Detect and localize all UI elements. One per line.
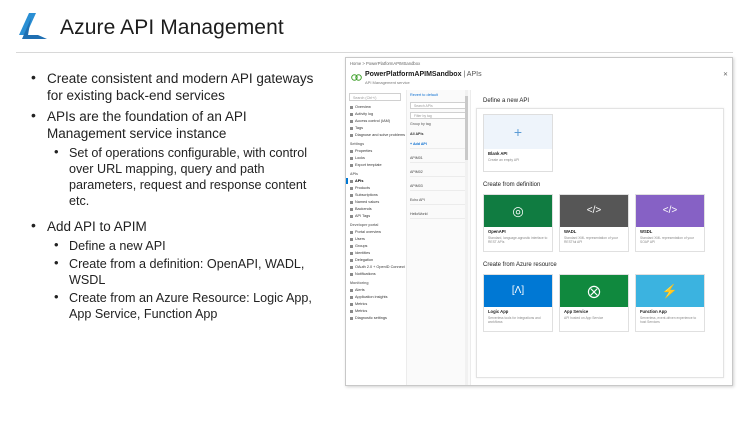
named-values-icon: [350, 201, 353, 204]
api-management-icon: [351, 72, 362, 83]
bell-icon: [350, 273, 353, 276]
nav-search-input[interactable]: Search (Ctrl+/): [349, 93, 401, 101]
sidebar-item-named-values[interactable]: Named values: [350, 200, 379, 204]
resource-title: [365, 71, 482, 78]
section-heading-define-new-api: Define a new API: [483, 98, 530, 104]
tile-description: Standard XML representation of your RESTful API: [564, 236, 618, 245]
api-list-scrollbar[interactable]: [465, 90, 468, 385]
bullet-item: • Define a new API: [22, 238, 322, 254]
scrollbar-thumb[interactable]: [465, 96, 468, 160]
tile-title: WSDL: [640, 229, 653, 234]
tile-icon-area: [484, 275, 552, 307]
user-icon: [350, 238, 353, 241]
tile-description: Standard XML representation of your SOAP API: [640, 236, 694, 245]
sidebar-item-groups[interactable]: Groups: [350, 244, 367, 248]
tile-title: App Service: [564, 309, 589, 314]
azure-logo-icon: [16, 12, 50, 42]
identity-icon: [350, 252, 353, 255]
tile-icon-area: [636, 275, 704, 307]
tile-title: OpenAPI: [488, 229, 506, 234]
resource-name: PowerPlatformAPIMSandbox: [365, 71, 462, 78]
chart-icon: [350, 310, 353, 313]
revert-to-default-button[interactable]: Revert to default: [410, 93, 438, 97]
api-tags-icon: [350, 215, 353, 218]
people-icon: [350, 120, 353, 123]
api-list-panel: [407, 90, 471, 385]
tile-title: Logic App: [488, 309, 509, 314]
tile-function-app[interactable]: [635, 274, 705, 332]
sidebar-item-locks[interactable]: Locks: [350, 156, 365, 160]
bullet-item: • Add API to APIM: [22, 218, 322, 235]
tile-title: WADL: [564, 229, 577, 234]
sidebar-item-products[interactable]: Products: [350, 186, 370, 190]
all-apis-label: All APIs: [410, 132, 424, 136]
resource-subtitle: API Management service: [365, 80, 410, 85]
sidebar-item-metrics[interactable]: Metrics: [350, 302, 367, 306]
tile-blank-api[interactable]: [483, 114, 553, 172]
tile-title: Blank API: [488, 151, 508, 156]
bullet-list: [22, 70, 322, 324]
sidebar-item-diagnose[interactable]: Diagnose and solve problems: [350, 133, 405, 137]
slide-header: [0, 0, 749, 53]
sidebar-item-application-insights[interactable]: Application insights: [350, 295, 388, 299]
close-icon[interactable]: ✕: [722, 72, 728, 78]
api-search-input[interactable]: Search APIs: [410, 102, 466, 109]
bullet-item: • Set of operations configurable, with control over URL mapping, query and path parameters, request and response content etc.: [22, 145, 322, 209]
tile-description: Serverless, event-driven experience to host Services: [640, 316, 697, 325]
bullet-item: • APIs are the foundation of an API Management service instance: [22, 108, 322, 143]
delegation-icon: [350, 259, 353, 262]
tile-icon-area: [484, 195, 552, 227]
nav-group-developer-portal: Developer portal: [350, 223, 379, 227]
oauth-icon: [350, 266, 353, 269]
subscriptions-icon: [350, 194, 353, 197]
tile-description: Serverless tools for integrations and workflows: [488, 316, 541, 325]
products-icon: [350, 187, 353, 190]
tile-description: Create an empty API: [488, 158, 520, 162]
list-item[interactable]: APIM03: [410, 184, 467, 191]
sidebar-item-apis[interactable]: APIs: [350, 179, 363, 183]
resource-section: | APIs: [461, 71, 482, 78]
bullet-item: • Create consistent and modern API gateways for existing back-end services: [22, 70, 322, 105]
tile-logic-app[interactable]: [483, 274, 553, 332]
api-create-content: [471, 90, 732, 385]
add-api-button[interactable]: + Add API: [410, 142, 467, 149]
sidebar-item-tags[interactable]: Tags: [350, 126, 363, 130]
backends-icon: [350, 208, 353, 211]
list-item[interactable]: APIM01: [410, 156, 467, 163]
plus-icon: +: [513, 124, 523, 140]
app-service-icon: ⨂: [587, 283, 601, 299]
portal-left-nav: [346, 90, 407, 385]
tile-openapi[interactable]: [483, 194, 553, 252]
sidebar-item-portal-overview[interactable]: Portal overview: [350, 230, 381, 234]
sidebar-item-access-control[interactable]: Access control (IAM): [350, 119, 390, 123]
openapi-icon: ◎: [512, 203, 524, 219]
sidebar-item-oauth[interactable]: OAuth 2.0 + OpenID Connect: [350, 265, 405, 269]
groups-icon: [350, 245, 353, 248]
api-icon: [350, 180, 353, 183]
sidebar-item-subscriptions[interactable]: Subscriptions: [350, 193, 378, 197]
sidebar-item-overview[interactable]: Overview: [350, 105, 371, 109]
tile-description: API hosted on App Service: [564, 316, 604, 320]
azure-portal-screenshot: [345, 57, 733, 386]
sidebar-item-backends[interactable]: Backends: [350, 207, 372, 211]
tile-icon-area: [560, 195, 628, 227]
section-heading-create-from-azure-resource: Create from Azure resource: [483, 262, 557, 268]
diagnostics-icon: [350, 317, 353, 320]
tile-app-service[interactable]: [559, 274, 629, 332]
export-icon: [350, 164, 353, 167]
page-title: Azure API Management: [60, 16, 284, 39]
sidebar-item-activity-log[interactable]: Activity log: [350, 112, 373, 116]
bullet-item: • Create from a definition: OpenAPI, WADL, WSDL: [22, 256, 322, 288]
tile-wadl[interactable]: [559, 194, 629, 252]
alert-icon: [350, 289, 353, 292]
properties-icon: [350, 150, 353, 153]
tag-icon: [350, 127, 353, 130]
section-heading-create-from-definition: Create from definition: [483, 182, 541, 188]
insights-icon: [350, 296, 353, 299]
grid-icon: [350, 106, 353, 109]
metrics-icon: [350, 303, 353, 306]
portal-header: [346, 68, 732, 91]
portal-icon: [350, 231, 353, 234]
sidebar-item-metrics-2[interactable]: Metrics: [350, 309, 367, 313]
tag-filter-input[interactable]: Filter by tag: [410, 112, 466, 119]
list-item[interactable]: APIM02: [410, 170, 467, 177]
wrench-icon: [350, 134, 353, 137]
sidebar-item-delegation[interactable]: Delegation: [350, 258, 373, 262]
code-icon: </>: [586, 205, 602, 216]
nav-selection-indicator: [346, 178, 348, 184]
group-by-tag-checkbox[interactable]: Group by tag: [410, 122, 431, 126]
list-item[interactable]: HelloWorld: [410, 212, 467, 219]
code-icon: </>: [662, 205, 678, 216]
nav-group-settings: Settings: [350, 142, 365, 146]
sidebar-item-properties[interactable]: Properties: [350, 149, 372, 153]
sidebar-item-api-tags[interactable]: API Tags: [350, 214, 370, 218]
sidebar-item-identities[interactable]: Identities: [350, 251, 370, 255]
breadcrumb[interactable]: Home > PowerPlatformAPIMSandbox: [350, 61, 421, 66]
sidebar-item-users[interactable]: Users: [350, 237, 365, 241]
sidebar-item-notifications[interactable]: Notifications: [350, 272, 376, 276]
tile-icon-area: [560, 275, 628, 307]
list-icon: [350, 113, 353, 116]
list-item[interactable]: Echo API: [410, 198, 467, 205]
tile-icon-area: [484, 115, 552, 149]
nav-group-apis: APIs: [350, 172, 358, 176]
bullet-item: • Create from an Azure Resource: Logic App, App Service, Function App: [22, 290, 322, 322]
sidebar-item-diagnostic-settings[interactable]: Diagnostic settings: [350, 316, 387, 320]
lock-icon: [350, 157, 353, 160]
logic-app-icon: [Λ]: [511, 285, 525, 296]
tile-title: Function App: [640, 309, 667, 314]
header-divider: [16, 52, 733, 53]
tile-wsdl[interactable]: [635, 194, 705, 252]
tile-description: Standard, language-agnostic interface to REST APIs: [488, 236, 548, 245]
sidebar-item-export-template[interactable]: Export template: [350, 163, 382, 167]
function-app-icon: ⚡: [661, 283, 679, 299]
nav-group-monitoring: Monitoring: [350, 281, 369, 285]
sidebar-item-alerts[interactable]: Alerts: [350, 288, 365, 292]
tile-icon-area: [636, 195, 704, 227]
